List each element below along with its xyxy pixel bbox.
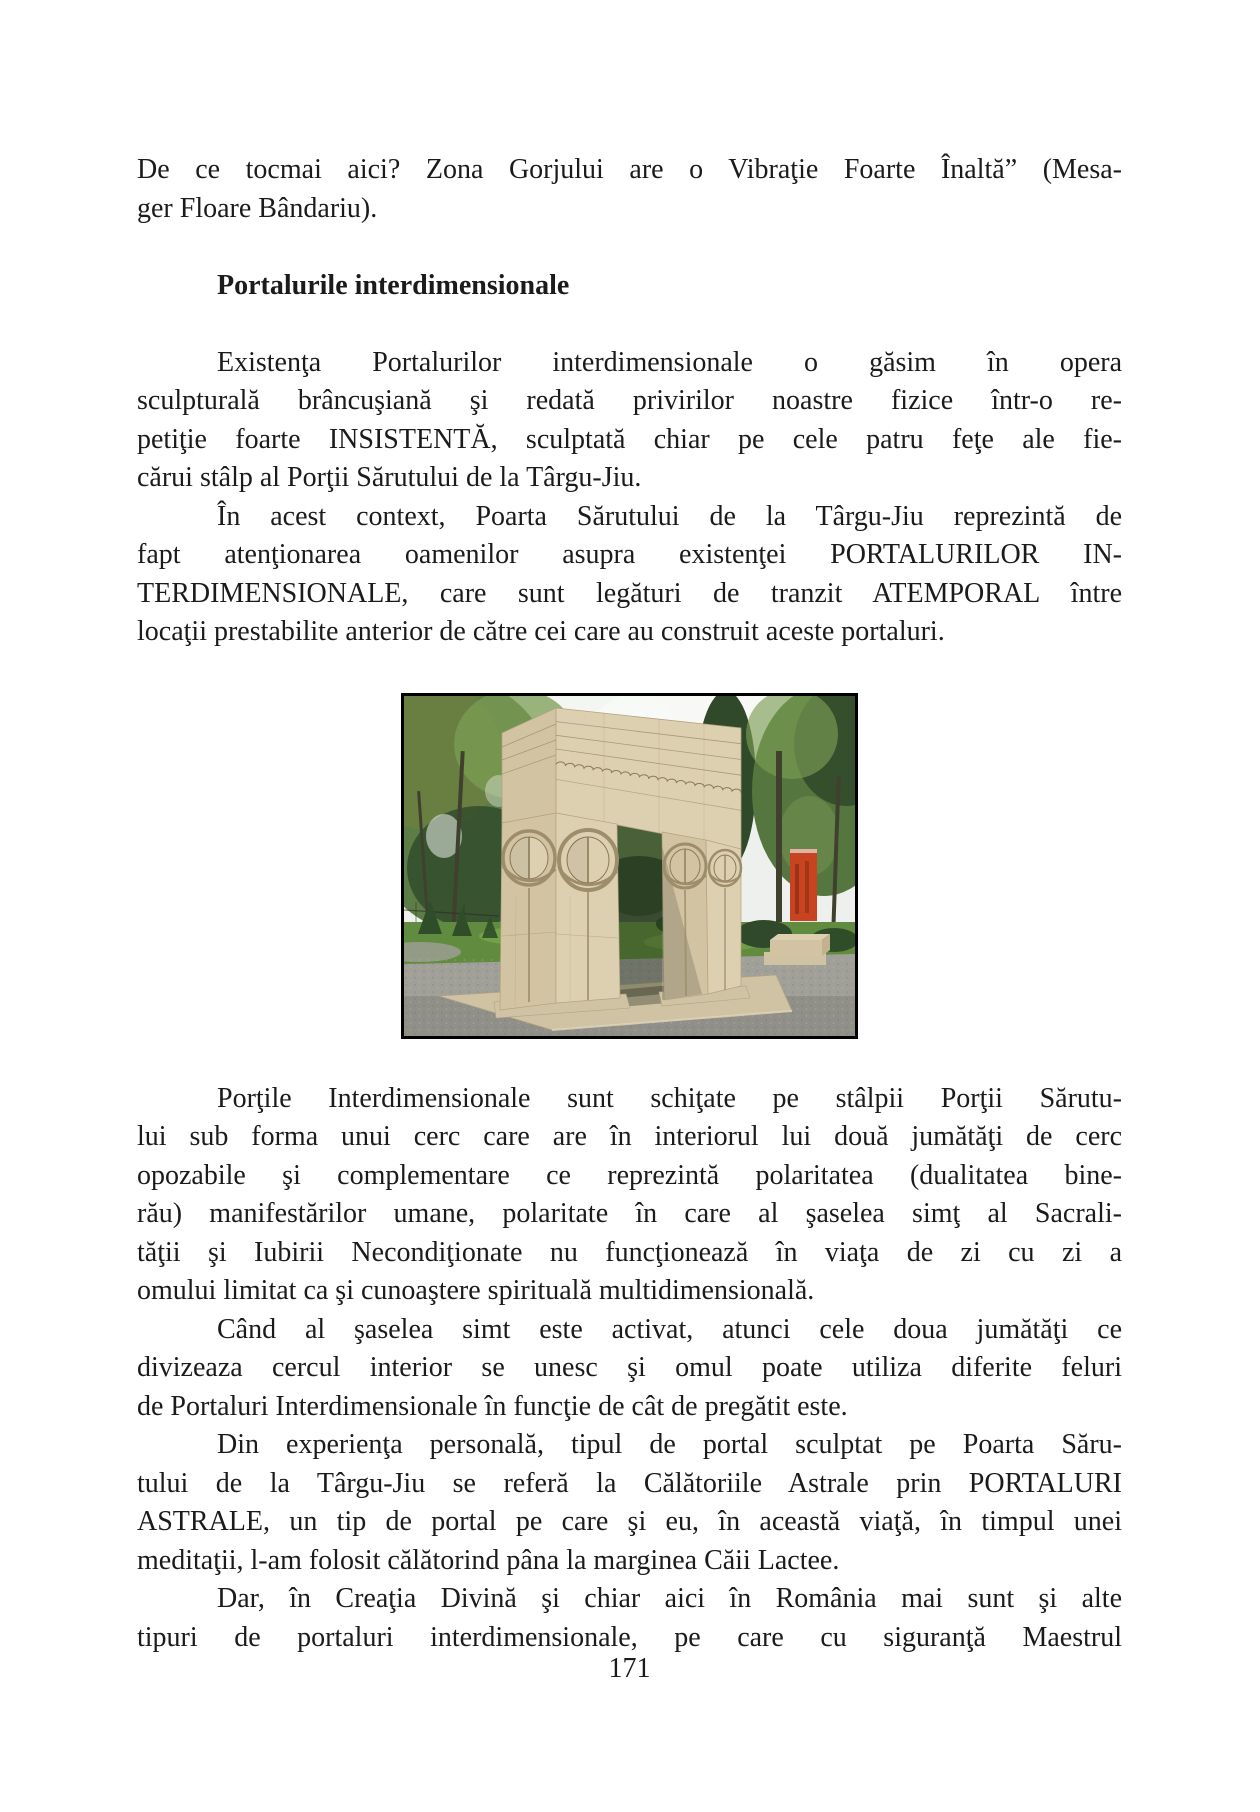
text-line: ASTRALE, un tip de portal pe care şi eu, în această viaţă, în timpul unei: [137, 1506, 1122, 1537]
paragraph-4: [137, 1311, 1122, 1427]
section-heading: Portalurile interdimensionale: [217, 269, 570, 301]
text-line: tipuri de portaluri interdimensionale, pe care cu siguranţă Maestrul: [137, 1621, 1122, 1653]
paragraph-1: [137, 344, 1122, 498]
text-line: Porţile Interdimensionale sunt schiţate pe stâlpii Porţii Sărutu-: [217, 1082, 1122, 1114]
text-line: Când al şaselea simt este activat, atunci cele doua jumătăţi ce: [217, 1313, 1122, 1345]
text-line: Din experienţa personală, tipul de portal sculptat pe Poarta Săru-: [217, 1429, 1122, 1460]
text-line: Existenţa Portalurilor interdimensionale o găsim în opera: [217, 346, 1122, 378]
photo-gate-opening-shadow: [617, 824, 662, 998]
text-line: rău) manifestărilor umane, polaritate în care al şaselea simţ al Sacrali-: [137, 1198, 1122, 1229]
text-line: opozabile şi complementare ce reprezintă polaritatea (dualitatea bine-: [137, 1159, 1122, 1191]
text-line: Dar, în Creaţia Divină şi chiar aici în România mai sunt şi alte: [217, 1583, 1122, 1614]
text-line: omului limitat ca şi cunoaştere spirituală multidimensională.: [137, 1275, 815, 1306]
photo-gate-of-the-kiss: [401, 693, 858, 1039]
text-line: petiţie foarte INSISTENTĂ, sculptată chiar pe cele patru feţe ale fie-: [137, 423, 1122, 455]
text-line: locaţii prestabilite anterior de către cei care au construit aceste portaluri.: [137, 616, 945, 647]
photo-stone-bench: [764, 934, 830, 965]
text-line: sculpturală brâncuşiană şi redată privirilor noastre fizice într-o re-: [137, 385, 1122, 416]
text-line: divizeaza cercul interior se unesc şi omul poate utiliza diferite feluri: [137, 1352, 1122, 1383]
text-line: ger Floare Bândariu).: [137, 192, 378, 224]
photo-left-pillar: [494, 813, 630, 1018]
text-line: De ce tocmai aici? Zona Gorjului are o Vibraţie Foarte Înaltă” (Mesa-: [137, 154, 1122, 185]
text-line: fapt atenţionarea oamenilor asupra existenţei PORTALURILOR IN-: [137, 539, 1122, 570]
text-line: lui sub forma unui cerc care are în interiorul lui două jumătăţi de cerc: [137, 1121, 1122, 1152]
text-line: cărui stâlp al Porţii Sărutului de la Târgu-Jiu.: [137, 462, 642, 493]
spacer: [137, 228, 1122, 267]
paragraph-3: [137, 1080, 1122, 1311]
photo-red-building: [790, 849, 817, 921]
paragraph-2: [137, 498, 1122, 652]
paragraph-6: [137, 1580, 1122, 1657]
text-line: tului de la Târgu-Jiu se referă la Călătoriile Astrale prin PORTALURI: [137, 1467, 1122, 1499]
gate-photo-illustration: [404, 696, 855, 1036]
text-line: tăţii şi Iubirii Necondiţionate nu funcţionează în viaţa de zi cu zi a: [137, 1236, 1122, 1268]
spacer: [137, 305, 1122, 344]
text-line: de Portaluri Interdimensionale în funcţie de cât de pregătit este.: [137, 1390, 848, 1422]
text-line: meditaţii, l-am folosit călătorind pâna la marginea Căii Lactee.: [137, 1544, 840, 1576]
page-number: 171: [608, 1653, 651, 1684]
text-line: În acest context, Poarta Sărutului de la Târgu-Jiu reprezintă de: [217, 500, 1122, 532]
text-line: TERDIMENSIONALE, care sunt legături de tranzit ATEMPORAL între: [137, 577, 1122, 609]
page-text-block: [137, 151, 1122, 1689]
paragraph-5: [137, 1426, 1122, 1580]
photo-right-pillar: [659, 832, 750, 1006]
